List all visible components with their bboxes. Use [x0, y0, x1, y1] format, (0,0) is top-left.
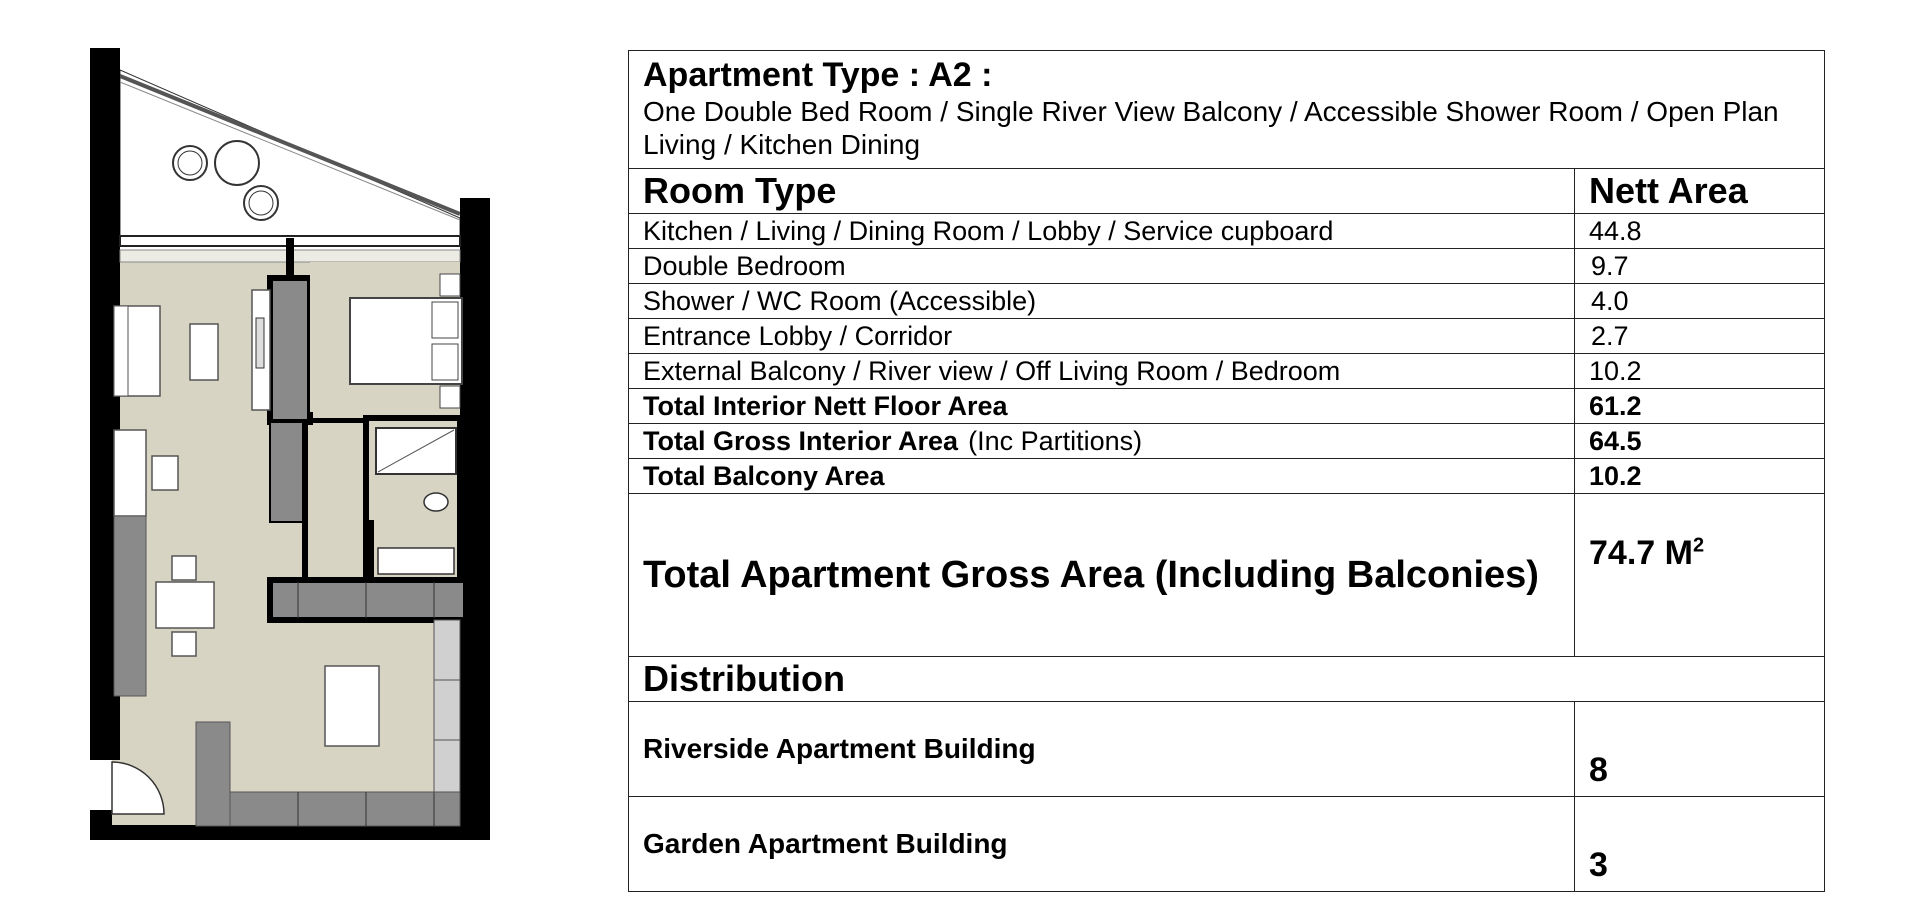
total-interior-nett-label: Total Interior Nett Floor Area	[629, 389, 1575, 424]
dining-table	[156, 582, 214, 628]
total-apartment-gross-value: 74.7 M	[1589, 534, 1693, 572]
wall-right	[460, 198, 490, 840]
utility-cupboard	[434, 620, 460, 792]
bottom-cabinets	[230, 792, 460, 826]
distribution-row	[629, 797, 1825, 892]
room-area: 44.8	[1575, 214, 1825, 249]
table-row	[629, 284, 1825, 319]
building-count: 8	[1575, 702, 1825, 797]
table-row	[629, 214, 1825, 249]
total-balcony-label: Total Balcony Area	[629, 459, 1575, 494]
coffee-table	[190, 324, 218, 380]
kitchen-island	[325, 666, 379, 746]
table-row	[629, 319, 1825, 354]
dining-chair	[172, 632, 196, 656]
bedside-table	[440, 274, 460, 296]
bedside-table	[440, 386, 460, 408]
building-name: Riverside Apartment Building	[629, 702, 1575, 797]
distribution-row	[629, 702, 1825, 797]
table-row	[629, 249, 1825, 284]
room-name: Entrance Lobby / Corridor	[629, 319, 1575, 354]
grand-total-row	[629, 494, 1825, 657]
wash-basin	[378, 548, 454, 574]
room-area: 4.0	[1575, 284, 1825, 319]
apartment-header	[629, 51, 1825, 169]
distribution-header: Distribution	[629, 657, 1825, 702]
wardrobe	[270, 278, 310, 422]
dining-chair	[172, 556, 196, 580]
table-row	[629, 354, 1825, 389]
total-row	[629, 459, 1825, 494]
desk	[114, 430, 146, 516]
room-name: External Balcony / River view / Off Living Room / Bedroom	[629, 354, 1575, 389]
room-area: 2.7	[1575, 319, 1825, 354]
room-name: Double Bedroom	[629, 249, 1575, 284]
building-count: 3	[1575, 797, 1825, 892]
wall-bottom	[90, 825, 490, 840]
total-row	[629, 424, 1825, 459]
room-name: Kitchen / Living / Dining Room / Lobby / Service cupboard	[629, 214, 1575, 249]
desk-chair	[152, 456, 178, 490]
room-name: Shower / WC Room (Accessible)	[629, 284, 1575, 319]
room-area: 9.7	[1575, 249, 1825, 284]
nett-area-header: Nett Area	[1575, 169, 1825, 214]
toilet	[424, 493, 448, 511]
total-balcony-value: 10.2	[1575, 459, 1825, 494]
apartment-spec-table	[628, 50, 1825, 892]
room-type-header: Room Type	[629, 169, 1575, 214]
total-gross-interior-value: 64.5	[1575, 424, 1825, 459]
apartment-description: One Double Bed Room / Single River View Balcony / Accessible Shower Room / Open Plan Living / Kitchen Dining	[643, 96, 1779, 160]
wardrobe-lower	[270, 422, 304, 522]
total-apartment-gross-label: Total Apartment Gross Area (Including Balconies)	[629, 494, 1575, 657]
total-interior-nett-value: 61.2	[1575, 389, 1825, 424]
total-gross-interior-cell	[629, 424, 1575, 459]
apartment-title: Apartment Type : A2 :	[643, 56, 993, 94]
total-gross-interior-note: (Inc Partitions)	[968, 425, 1143, 456]
room-area: 10.2	[1575, 354, 1825, 389]
building-name: Garden Apartment Building	[629, 797, 1575, 892]
partition-wall	[286, 238, 294, 278]
storage-unit	[196, 722, 230, 826]
total-gross-interior-label: Total Gross Interior Area	[643, 425, 959, 456]
floor-plan	[0, 0, 520, 901]
total-apartment-gross-cell	[1575, 494, 1825, 657]
balcony-table	[215, 141, 259, 185]
kitchen-counter	[114, 516, 146, 696]
total-row	[629, 389, 1825, 424]
unit-superscript: 2	[1692, 534, 1705, 557]
